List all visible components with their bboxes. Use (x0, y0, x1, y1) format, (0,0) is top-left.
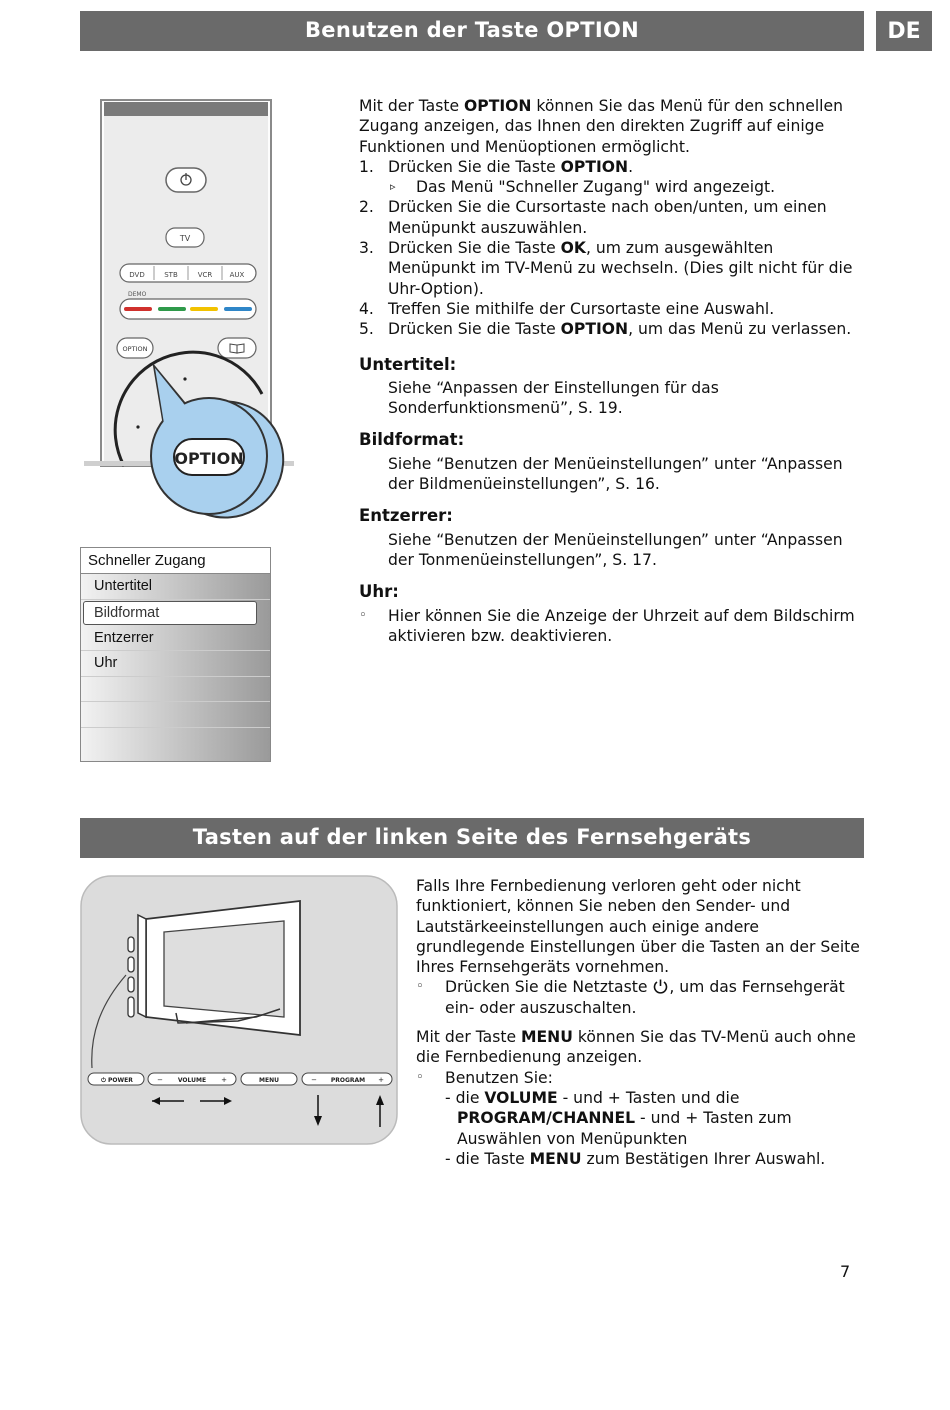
page-number: 7 (840, 1262, 851, 1281)
option-callout-label: OPTION (174, 449, 244, 468)
menu-item-entzerrer[interactable]: Entzerrer (81, 626, 270, 652)
svg-text:TV: TV (179, 234, 191, 243)
menu-paragraph: Mit der Taste MENU können Sie das TV-Menü auch ohne die Fernbedienung anzeigen. (416, 1028, 856, 1067)
color-key-0 (124, 307, 152, 311)
uhr-heading: Uhr: (359, 582, 399, 602)
svg-text:OPTION: OPTION (122, 345, 148, 353)
section-title-option: Benutzen der Taste OPTION (80, 11, 864, 51)
menu-item-untertitel[interactable]: Untertitel (81, 574, 270, 600)
svg-text:−: − (311, 1076, 317, 1084)
source-aux: AUX (229, 271, 245, 279)
side-buttons-instructions (416, 876, 864, 1169)
svg-text:PROGRAM: PROGRAM (330, 1077, 366, 1084)
color-key-1 (158, 307, 186, 311)
entzerrer-text: Siehe “Benutzen der Menüeinstellungen” unter “Anpassen der Tonmenüeinstellungen”, S. 17. (388, 530, 843, 569)
uhr-text: ◦ Hier können Sie die Anzeige der Uhrzeit auf dem Bildschirm aktivieren bzw. deaktivieren. (359, 606, 855, 645)
menu-item-empty (81, 728, 270, 753)
source-vcr: VCR (197, 271, 213, 279)
color-key-2 (190, 307, 218, 311)
language-tab: DE (876, 11, 932, 51)
volume-instruction: - die VOLUME - und + Tasten und die (445, 1088, 740, 1107)
color-key-3 (224, 307, 252, 311)
svg-text:VOLUME: VOLUME (177, 1077, 207, 1084)
option-instructions (359, 96, 864, 646)
power-icon (652, 978, 669, 995)
svg-text:MENU: MENU (259, 1077, 279, 1084)
svg-text:⏻ POWER: ⏻ POWER (101, 1077, 133, 1084)
svg-text:DEMO: DEMO (128, 291, 147, 298)
step-2: 2. Drücken Sie die Cursortaste nach oben/unten, um einen Menüpunkt auszuwählen. (359, 198, 827, 237)
step-1-result: ▹ Das Menü "Schneller Zugang" wird angezeigt. (390, 178, 776, 197)
intro-paragraph: Falls Ihre Fernbedienung verloren geht oder nicht funktioniert, können Sie neben den Sender- und Lautstärkeeinstellungen auch einige andere grundlegende Einstellungen über die Tasten an der Seite Ihres Fernsehgeräts vornehmen. (416, 877, 860, 977)
power-instruction: ◦ Drücken Sie die Netztaste , um das Fernsehgerät ein- oder auszuschalten. (416, 978, 845, 1017)
quick-access-title: Schneller Zugang (81, 548, 270, 574)
untertitel-text: Siehe “Anpassen der Einstellungen für das Sonderfunktionsmenü”, S. 19. (388, 378, 719, 418)
menu-item-uhr[interactable]: Uhr (81, 651, 270, 677)
menu-item-empty (81, 702, 270, 728)
source-stb: STB (164, 271, 178, 279)
tv-side-illustration (80, 875, 400, 1147)
source-dvd: DVD (129, 271, 145, 279)
step-3: 3. Drücken Sie die Taste OK, um zum ausgewählten Menüpunkt im TV-Menü zu wechseln. (Dies gilt nicht für die Uhr-Option). (359, 239, 853, 298)
menu-confirm-instruction: - die Taste MENU zum Bestätigen Ihrer Auswahl. (445, 1149, 826, 1168)
step-1: 1. Drücken Sie die Taste OPTION. (359, 157, 634, 176)
remote-illustration (82, 94, 296, 526)
bildformat-heading: Bildformat: (359, 430, 465, 450)
svg-text:+: + (221, 1076, 227, 1084)
section-title-side-buttons: Tasten auf der linken Seite des Fernsehgeräts (80, 818, 864, 858)
menu-item-bildformat[interactable]: Bildformat (83, 601, 257, 625)
entzerrer-heading: Entzerrer: (359, 506, 453, 526)
step-4: 4. Treffen Sie mithilfe der Cursortaste eine Auswahl. (359, 299, 775, 318)
untertitel-heading: Untertitel: (359, 354, 457, 374)
svg-text:+: + (378, 1076, 384, 1084)
step-5: 5. Drücken Sie die Taste OPTION, um das Menü zu verlassen. (359, 320, 852, 339)
program-instruction: PROGRAM/CHANNEL - und + Tasten zum Auswählen von Menüpunkten (457, 1109, 792, 1148)
menu-item-empty (81, 677, 270, 703)
quick-access-menu (80, 547, 271, 762)
benutzen-line: ◦ Benutzen Sie: (416, 1068, 553, 1087)
svg-text:−: − (157, 1076, 163, 1084)
intro-paragraph: Mit der Taste OPTION können Sie das Menü für den schnellen Zugang anzeigen, das Ihnen den direkten Zugriff auf einige Funktionen und Menüoptionen ermöglicht. (359, 97, 843, 156)
bildformat-text: Siehe “Benutzen der Menüeinstellungen” unter “Anpassen der Bildmenüeinstellungen”, S. 16. (388, 454, 843, 494)
